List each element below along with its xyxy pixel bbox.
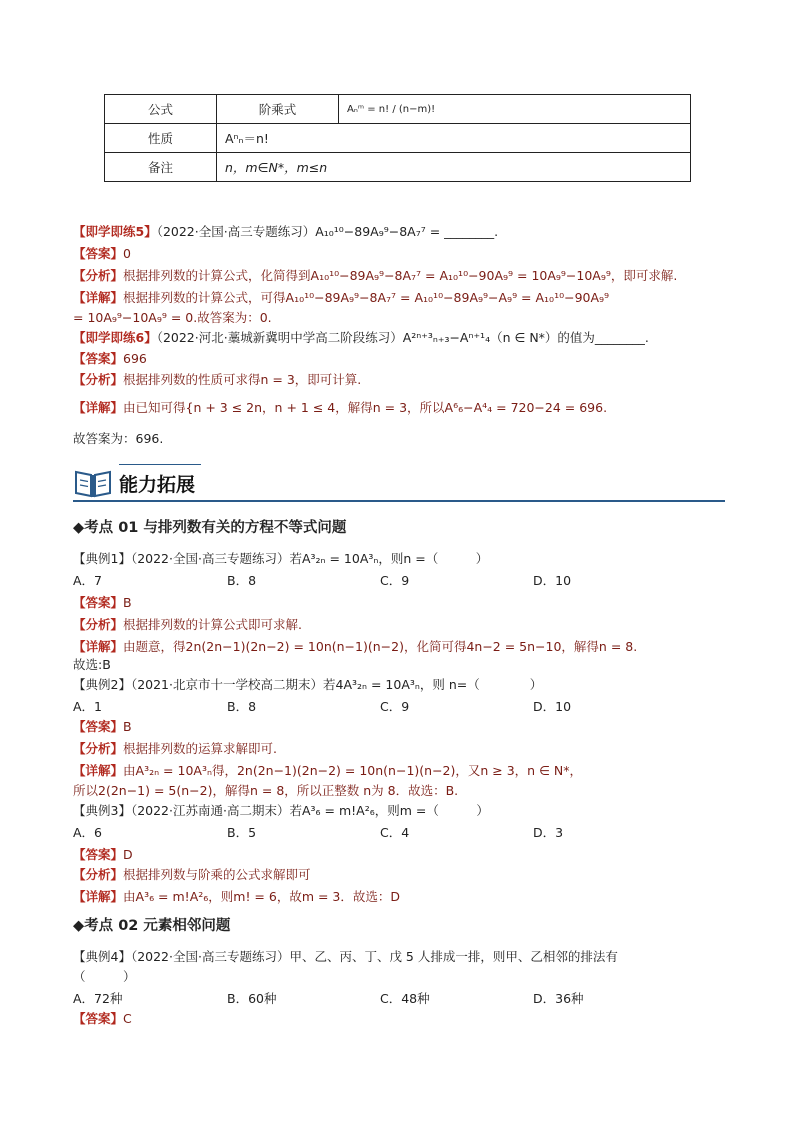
answer-line (73, 1010, 132, 1028)
practice-5-question (73, 223, 498, 241)
banner-top-rule (119, 464, 201, 465)
option-d: D．3 (533, 825, 564, 840)
table-row (105, 124, 691, 153)
answer-value: B (123, 719, 132, 734)
solution-text: 由已知可得{n + 3 ≤ 2n，n + 1 ≤ 4，解得n = 3，所以A⁶₆−A⁴₄ = 720−24 = 696. (123, 400, 608, 415)
option-b: B．60种 (227, 991, 277, 1006)
solution-line-2 (73, 782, 458, 800)
solution-tag: 【详解】 (73, 290, 124, 305)
table-cell: n，m∈N*，m≤n (217, 153, 691, 182)
open-book-icon (73, 466, 113, 500)
example-4-question-cont: （ ） (73, 969, 136, 984)
practice-tag: 【即学即练6】 (73, 330, 157, 345)
option-b: B．8 (227, 573, 257, 588)
table-cell: 阶乘式 (217, 95, 339, 124)
answer-line (73, 846, 133, 864)
analysis-tag: 【分析】 (73, 867, 124, 882)
solution-text: 由A³₆ = m!A²₆，则m! = 6，故m = 3．故选：D (123, 889, 401, 904)
answer-tag: 【答案】 (73, 719, 124, 734)
answer-value: 696 (123, 351, 147, 366)
question-text: （2022·全国·高三专题练习）A₁₀¹⁰−89A₉⁹−8A₇⁷ = ________. (156, 224, 499, 239)
example-3-question: 【典例3】（2022·江苏南通·高二期末）若A³₆ = m!A²₆，则m =（ ） (73, 803, 489, 818)
analysis-tag: 【分析】 (73, 741, 124, 756)
table-cell: 备注 (105, 153, 217, 182)
final-answer: 故答案为：696. (73, 431, 164, 446)
key-point-01-heading: ◆考点 01 与排列数有关的方程不等式问题 (73, 520, 347, 536)
option-c: C．9 (380, 699, 410, 714)
formula-table (104, 94, 691, 182)
example-4-question: 【典例4】（2022·全国·高三专题练习）甲、乙、丙、丁、戊 5 人排成一排，则甲、乙相邻的排法有 (73, 949, 618, 964)
answer-tag: 【答案】 (73, 847, 124, 862)
example-1-question: 【典例1】（2022·全国·高三专题练习）若A³₂ₙ = 10A³ₙ，则n =（ ） (73, 551, 489, 566)
solution-text: 所以2(2n−1) = 5(n−2)，解得n = 8，所以正整数 n为 8．故选：B. (73, 783, 459, 798)
answer-value: 0 (123, 246, 131, 261)
analysis-text: 根据排列数的运算求解即可. (123, 741, 277, 756)
answer-tag: 【答案】 (73, 246, 124, 261)
answer-tag: 【答案】 (73, 595, 124, 610)
solution-tag: 【详解】 (73, 639, 124, 654)
analysis-line (73, 371, 361, 389)
answer-line (73, 594, 132, 612)
solution-line (73, 399, 607, 417)
analysis-tag: 【分析】 (73, 268, 124, 283)
option-a: A．7 (73, 573, 103, 588)
analysis-line (73, 866, 311, 884)
solution-line (73, 638, 637, 656)
practice-tag: 【即学即练5】 (73, 224, 157, 239)
solution-text: 根据排列数的计算公式，可得A₁₀¹⁰−89A₉⁹−8A₇⁷ = A₁₀¹⁰−89A₉⁹−A₉⁹ = A₁₀¹⁰−90A₉⁹ (123, 290, 610, 305)
table-row (105, 153, 691, 182)
analysis-text: 根据排列数的计算公式即可求解. (123, 617, 302, 632)
analysis-text: 根据排列数与阶乘的公式求解即可 (123, 867, 311, 882)
analysis-tag: 【分析】 (73, 372, 124, 387)
solution-text: 由题意，得2n(2n−1)(2n−2) = 10n(n−1)(n−2)，化简可得4n−2 = 5n−10，解得n = 8. (123, 639, 638, 654)
answer-line (73, 350, 147, 368)
solution-line (73, 888, 400, 906)
analysis-line (73, 740, 277, 758)
section-title: 能力拓展 (119, 474, 196, 496)
option-b: B．5 (227, 825, 257, 840)
banner-rule (73, 500, 725, 502)
analysis-line (73, 267, 677, 285)
option-c: C．48种 (380, 991, 430, 1006)
answer-value: D (123, 847, 133, 862)
option-d: D．10 (533, 573, 572, 588)
analysis-tag: 【分析】 (73, 617, 124, 632)
solution-text: 由A³₂ₙ = 10A³ₙ得，2n(2n−1)(2n−2) = 10n(n−1)(n−2)，又n ≥ 3，n ∈ N*， (123, 763, 583, 778)
section-banner (73, 462, 725, 502)
answer-value: C (123, 1011, 132, 1026)
table-cell: 公式 (105, 95, 217, 124)
option-d: D．36种 (533, 991, 584, 1006)
final-answer: 故选:B (73, 657, 111, 672)
answer-tag: 【答案】 (73, 351, 124, 366)
option-a: A．1 (73, 699, 103, 714)
answer-line (73, 718, 132, 736)
option-b: B．8 (227, 699, 257, 714)
answer-value: B (123, 595, 132, 610)
option-a: A．6 (73, 825, 103, 840)
table-cell: 性质 (105, 124, 217, 153)
option-c: C．9 (380, 573, 410, 588)
solution-line (73, 289, 609, 307)
table-row (105, 95, 691, 124)
solution-line-2 (73, 309, 272, 327)
option-c: C．4 (380, 825, 410, 840)
analysis-text: 根据排列数的计算公式，化简得到A₁₀¹⁰−89A₉⁹−8A₇⁷ = A₁₀¹⁰−90A₉⁹ = 10A₉⁹−10A₉⁹，即可求解. (123, 268, 678, 283)
table-cell: Aₙᵐ = n! / (n−m)! (339, 95, 691, 124)
answer-line (73, 245, 131, 263)
analysis-line (73, 616, 302, 634)
answer-tag: 【答案】 (73, 1011, 124, 1026)
table-cell: Aⁿₙ＝n! (217, 124, 691, 153)
solution-tag: 【详解】 (73, 763, 124, 778)
solution-tag: 【详解】 (73, 889, 124, 904)
analysis-text: 根据排列数的性质可求得n = 3，即可计算. (123, 372, 362, 387)
option-d: D．10 (533, 699, 572, 714)
solution-tag: 【详解】 (73, 400, 124, 415)
example-2-question: 【典例2】（2021·北京市十一学校高二期末）若4A³₂ₙ = 10A³ₙ，则 n=（ ） (73, 677, 543, 692)
practice-6-question (73, 329, 649, 347)
solution-line (73, 762, 582, 780)
key-point-02-heading: ◆考点 02 元素相邻问题 (73, 918, 231, 934)
option-a: A．72种 (73, 991, 123, 1006)
solution-text: = 10A₉⁹−10A₉⁹ = 0.故答案为：0. (73, 310, 272, 325)
question-text: （2022·河北·藁城新冀明中学高二阶段练习）A²ⁿ⁺³ₙ₊₃−Aⁿ⁺¹₄（n ∈ N*）的值为________. (156, 330, 649, 345)
